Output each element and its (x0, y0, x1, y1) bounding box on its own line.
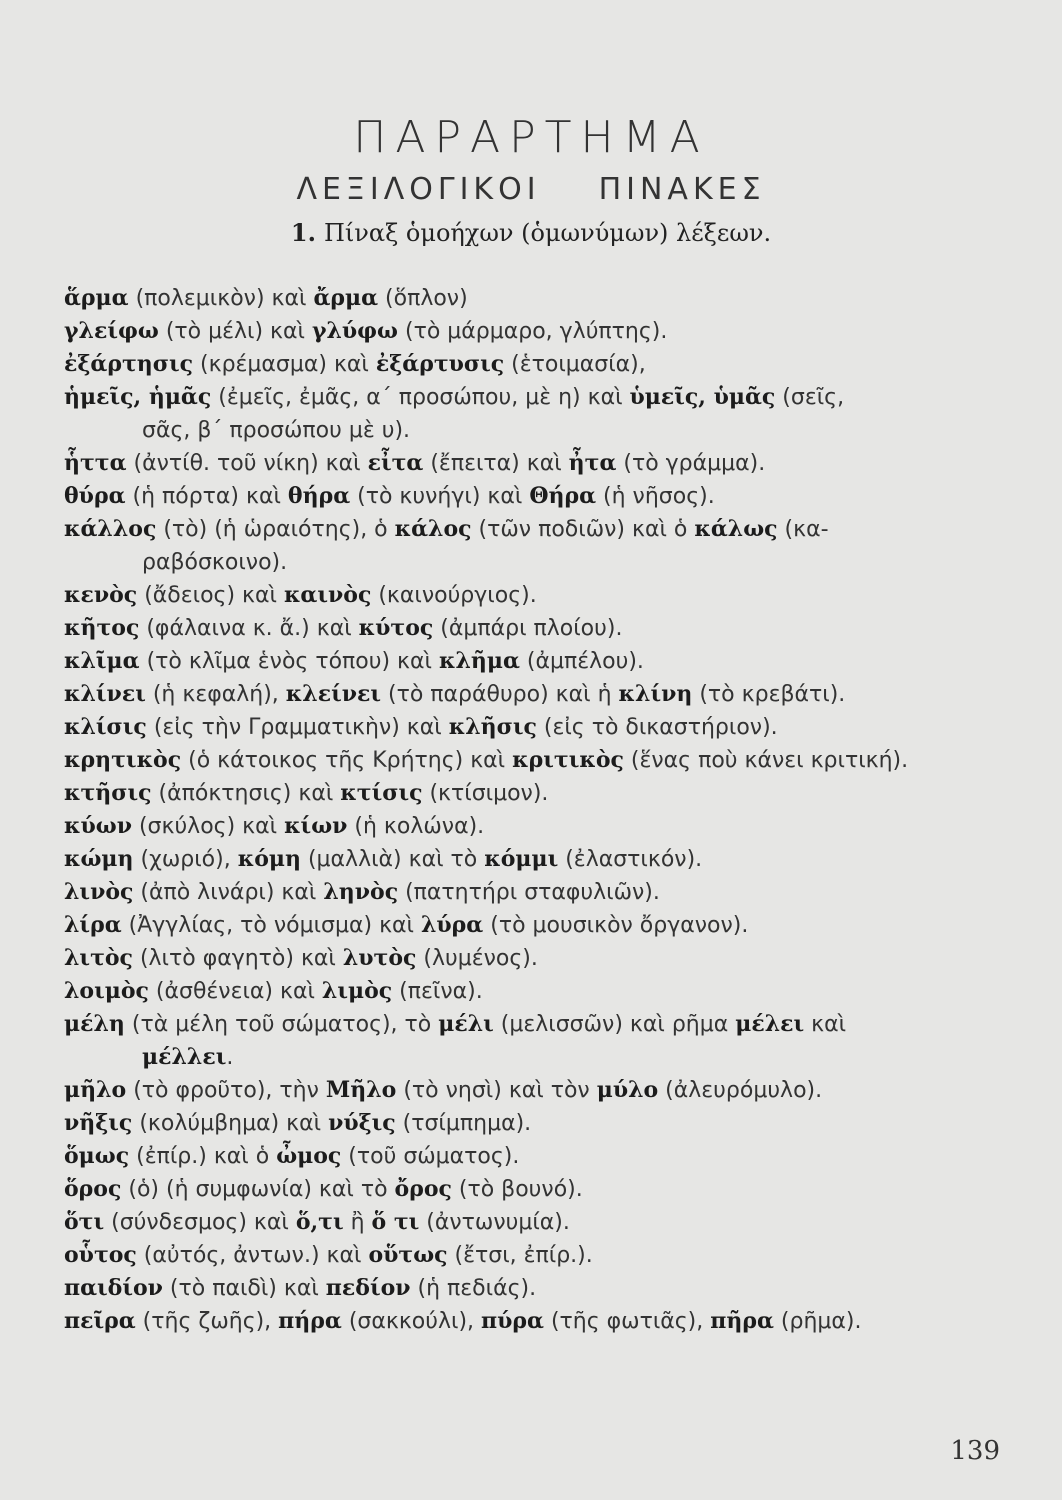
headword: κάλλος (64, 516, 157, 542)
section-title: Πίναξ ὁμοήχων (ὁμωνύμων) λέξεων. (323, 219, 772, 247)
list-item (64, 1140, 1009, 1173)
homonym-list (64, 282, 1009, 1338)
gloss-text: (ἐλαστικόν). (558, 847, 703, 872)
headword: νῆξις (64, 1110, 133, 1136)
gloss-text: (ἀντωνυμία). (419, 1210, 570, 1235)
list-item (64, 612, 1009, 645)
gloss-text: (ἀμπέλου). (519, 649, 644, 674)
gloss-text: . (226, 1045, 234, 1070)
headword: κλίνει (64, 681, 146, 707)
headword: Θήρα (529, 483, 597, 509)
headword: λιμὸς (321, 978, 393, 1004)
gloss-text: (ἀσθένεια) καὶ (148, 979, 322, 1004)
gloss-text: (ἀμπάρι πλοίου). (433, 616, 623, 641)
gloss-text: (ἡ πεδιάς). (410, 1276, 537, 1301)
headword: ὅρος (64, 1176, 122, 1202)
headword: ἐξάρτησις (64, 351, 194, 377)
gloss-text: (ἀπόκτησις) καὶ (151, 781, 341, 806)
page-subtitle (0, 172, 1062, 207)
list-item (64, 744, 1009, 777)
gloss-text: (κολύμβημα) καὶ (132, 1111, 329, 1136)
headword: ὑμεῖς, ὑμᾶς (629, 384, 776, 410)
gloss-text: (τὸ κρεβάτι). (692, 682, 846, 707)
gloss-text: (ἐπίρ.) καὶ ὁ (129, 1144, 277, 1169)
list-item (64, 513, 1009, 579)
headword: θύρα (64, 483, 126, 509)
subtitle-left: ΛΕΞΙΛΟΓΙΚΟΙ (296, 172, 541, 207)
gloss-text: (τὸ μουσικὸν ὄργανον). (483, 913, 749, 938)
gloss-text: (τὸ φροῦτο), τὴν (126, 1078, 326, 1103)
gloss-text: (τὸ νησὶ) καὶ τὸν (396, 1078, 597, 1103)
headword: πήρα (278, 1308, 342, 1334)
headword: παιδίον (64, 1275, 163, 1301)
headword: ὅτι (64, 1209, 105, 1235)
gloss-text: (ρῆμα). (773, 1309, 862, 1334)
gloss-text: (μελισσῶν) καὶ ρῆμα (493, 1012, 736, 1037)
gloss-text: (ἑτοιμασία), (504, 352, 646, 377)
section-heading (0, 218, 1062, 247)
headword: κλίσις (64, 714, 147, 740)
list-item (64, 711, 1009, 744)
list-item (64, 1074, 1009, 1107)
headword: πῆρα (710, 1308, 774, 1334)
gloss-text: (εἰς τὸ δικαστήριον). (536, 715, 778, 740)
gloss-text: (τῶν ποδιῶν) καὶ ὁ (471, 517, 695, 542)
list-item (64, 645, 1009, 678)
continuation-line (64, 414, 1009, 447)
headword: κίων (284, 813, 348, 839)
list-item (64, 1107, 1009, 1140)
gloss-text: (ἀπὸ λινάρι) καὶ (133, 880, 324, 905)
headword: κάλως (694, 516, 778, 542)
gloss-text: ἢ (343, 1210, 372, 1235)
page-number: 139 (950, 1436, 1000, 1466)
gloss-text: (τὸ κυνήγι) καὶ (350, 484, 530, 509)
headword: κλείνει (285, 681, 381, 707)
gloss-text: (ἄδειος) καὶ (137, 583, 284, 608)
headword: ἐξάρτυσις (375, 351, 505, 377)
gloss-text: (κρέμασμα) καὶ (193, 352, 376, 377)
list-item (64, 810, 1009, 843)
headword: λύρα (420, 912, 484, 938)
headword: κτίσις (340, 780, 423, 806)
headword: λυτὸς (342, 945, 417, 971)
headword: Μῆλο (325, 1077, 397, 1103)
list-item (64, 1173, 1009, 1206)
list-item (64, 447, 1009, 480)
list-item (64, 1239, 1009, 1272)
list-item (64, 1272, 1009, 1305)
page-title: ΠΑΡΑΡΤΗΜΑ (353, 112, 709, 163)
gloss-text: (μαλλιὰ) καὶ τὸ (300, 847, 485, 872)
gloss-text: ραβόσκοινο). (142, 550, 288, 575)
gloss-text: (ἡ κολώνα). (347, 814, 485, 839)
gloss-text: καὶ (804, 1012, 847, 1037)
gloss-text: (τὸ κλῖμα ἑνὸς τόπου) καὶ (139, 649, 439, 674)
headword: κώμη (64, 846, 134, 872)
gloss-text: (ἕνας ποὺ κάνει κριτική). (623, 748, 909, 773)
headword: ἅρμα (64, 285, 129, 311)
headword: γλείφω (64, 318, 159, 344)
gloss-text: (καινούργιος). (371, 583, 537, 608)
gloss-text: (τὸ γράμμα). (616, 451, 766, 476)
gloss-text: (ἔπειτα) καὶ (423, 451, 569, 476)
headword: κόμη (237, 846, 301, 872)
headword: γλύφω (311, 318, 399, 344)
gloss-text: (αὐτός, ἀντων.) καὶ (136, 1243, 369, 1268)
gloss-text: (ἐμεῖς, ἐμᾶς, α΄ προσώπου, μὲ η) καὶ (211, 385, 630, 410)
subtitle-right: ΠΙΝΑΚΕΣ (598, 172, 766, 207)
gloss-text: (ὅπλον) (378, 286, 468, 311)
list-item (64, 315, 1009, 348)
gloss-text: (ἀλευρόμυλο). (658, 1078, 823, 1103)
list-item (64, 777, 1009, 810)
headword: μέλλει (142, 1044, 227, 1070)
gloss-text: (τῆς ζωῆς), (135, 1309, 279, 1334)
headword: ὅ,τι (295, 1209, 344, 1235)
gloss-text: (τὸ βουνό). (451, 1177, 583, 1202)
headword: ἦτα (568, 450, 617, 476)
gloss-text: (πολεμικὸν) καὶ (128, 286, 314, 311)
list-item (64, 909, 1009, 942)
headword: πύρα (481, 1308, 544, 1334)
list-item (64, 843, 1009, 876)
headword: κλίνη (618, 681, 693, 707)
list-item (64, 1206, 1009, 1239)
headword: θήρα (287, 483, 351, 509)
gloss-text: (ἀντίθ. τοῦ νίκη) καὶ (126, 451, 368, 476)
headword: πεῖρα (64, 1308, 136, 1334)
list-item (64, 579, 1009, 612)
headword: ἡμεῖς, ἡμᾶς (64, 384, 212, 410)
headword: κῆτος (64, 615, 140, 641)
gloss-text: (ὁ) (ἡ συμφωνία) καὶ τὸ (121, 1177, 395, 1202)
headword: κενὸς (64, 582, 138, 608)
headword: μέλι (438, 1011, 494, 1037)
gloss-text: (τὸ μέλι) καὶ (158, 319, 312, 344)
gloss-text: (σεῖς, (775, 385, 845, 410)
gloss-text: (φάλαινα κ. ἄ.) καὶ (139, 616, 359, 641)
continuation-line (64, 546, 1009, 579)
headword: λίρα (64, 912, 122, 938)
gloss-text: (ἡ πόρτα) καὶ (125, 484, 288, 509)
headword: κλῖμα (64, 648, 140, 674)
list-item (64, 942, 1009, 975)
gloss-text: (τοῦ σώματος). (341, 1144, 520, 1169)
gloss-text: (πατητήρι σταφυλιῶν). (398, 880, 660, 905)
headword: ἧττα (64, 450, 127, 476)
list-item (64, 348, 1009, 381)
list-item (64, 975, 1009, 1008)
gloss-text: (σκύλος) καὶ (131, 814, 285, 839)
gloss-text: (τὸ παιδὶ) καὶ (162, 1276, 326, 1301)
gloss-text: (κα- (777, 517, 829, 542)
headword: κάλος (394, 516, 472, 542)
gloss-text: (τὸ μάρμαρο, γλύπτης). (398, 319, 668, 344)
gloss-text: (λιτὸ φαγητὸ) καὶ (132, 946, 343, 971)
headword: οὗτος (64, 1242, 137, 1268)
headword: μέλη (64, 1011, 125, 1037)
gloss-text: (ἔτσι, ἐπίρ.). (447, 1243, 593, 1268)
list-item (64, 1008, 1009, 1074)
headword: κόμμι (484, 846, 559, 872)
headword: μῆλο (64, 1077, 127, 1103)
gloss-text: (τὰ μέλη τοῦ σώματος), τὸ (124, 1012, 439, 1037)
headword: ὦμος (276, 1143, 342, 1169)
headword: μύλο (596, 1077, 659, 1103)
gloss-text: σᾶς, β΄ προσώπου μὲ υ). (142, 418, 411, 443)
headword: καινὸς (283, 582, 372, 608)
headword: ἄρμα (313, 285, 379, 311)
headword: λοιμὸς (64, 978, 149, 1004)
list-item (64, 876, 1009, 909)
gloss-text: (τσίμπημα). (395, 1111, 532, 1136)
gloss-text: (κτίσιμον). (422, 781, 549, 806)
list-item (64, 678, 1009, 711)
headword: ὅ τι (371, 1209, 420, 1235)
headword: κτῆσις (64, 780, 152, 806)
gloss-text: (τὸ παράθυρο) καὶ ἡ (381, 682, 619, 707)
gloss-text: (εἰς τὴν Γραμματικὴν) καὶ (146, 715, 449, 740)
headword: ληνὸς (323, 879, 399, 905)
list-item (64, 480, 1009, 513)
gloss-text: (τῆς φωτιᾶς), (543, 1309, 711, 1334)
gloss-text: (πεῖνα). (392, 979, 483, 1004)
continuation-line (64, 1041, 1009, 1074)
headword: νύξις (328, 1110, 396, 1136)
gloss-text: (χωριό), (133, 847, 238, 872)
gloss-text: (ἡ νῆσος). (596, 484, 715, 509)
headword: κρητικὸς (64, 747, 182, 773)
gloss-text: (Ἀγγλίας, τὸ νόμισμα) καὶ (121, 913, 421, 938)
headword: λιτὸς (64, 945, 133, 971)
gloss-text: (σακκούλι), (341, 1309, 482, 1334)
headword: λινὸς (64, 879, 134, 905)
list-item (64, 381, 1009, 447)
section-number: 1. (290, 218, 316, 247)
headword: κλῆσις (448, 714, 537, 740)
headword: κύτος (358, 615, 434, 641)
headword: οὕτως (368, 1242, 448, 1268)
gloss-text: (ἡ κεφαλή), (145, 682, 286, 707)
gloss-text: (τὸ) (ἡ ὡραιότης), ὁ (156, 517, 395, 542)
list-item (64, 282, 1009, 315)
headword: κύων (64, 813, 132, 839)
headword: εἶτα (367, 450, 424, 476)
list-item (64, 1305, 1009, 1338)
gloss-text: (λυμένος). (416, 946, 538, 971)
headword: ὅμως (64, 1143, 130, 1169)
headword: ὄρος (394, 1176, 452, 1202)
gloss-text: (ὁ κάτοικος τῆς Κρήτης) καὶ (181, 748, 513, 773)
headword: μέλει (735, 1011, 805, 1037)
headword: κλῆμα (438, 648, 520, 674)
headword: κριτικὸς (512, 747, 624, 773)
gloss-text: (σύνδεσμος) καὶ (104, 1210, 296, 1235)
headword: πεδίον (325, 1275, 411, 1301)
